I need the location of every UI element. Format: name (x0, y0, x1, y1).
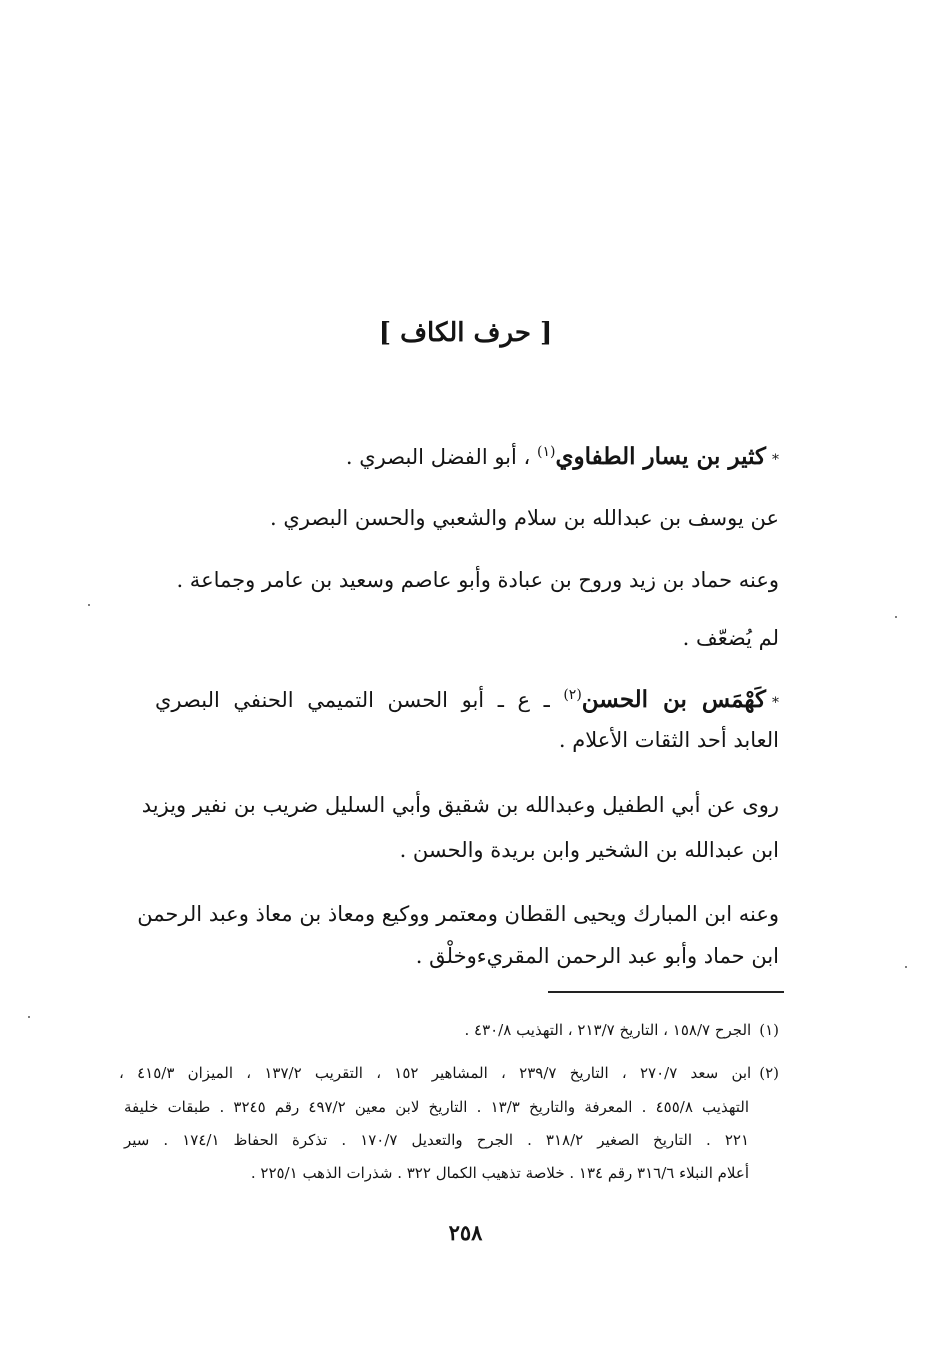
entry-2-line-1 (155, 686, 779, 713)
footnote-1 (149, 1021, 779, 1039)
page-number: ٢٥٨ (448, 1220, 483, 1245)
footnote-1-text: الجرح ١٥٨/٧ ، التاريخ ٢١٣/٧ ، التهذيب ٤٣٠/٨ . (464, 1021, 752, 1039)
entry-1-line-1 (119, 443, 779, 470)
entry-1-name: كثير بن يسار الطفاوي (555, 443, 766, 470)
scan-speck (895, 616, 897, 618)
entry-star-icon: * (772, 695, 779, 711)
entry-2-footnote-ref: (٢) (563, 687, 582, 703)
footnote-separator (548, 991, 784, 993)
footnote-1-number: (١) (759, 1021, 779, 1039)
scan-speck (88, 604, 90, 606)
footnote-2-line-3: ٢٢١ . التاريخ الصغير ٣١٨/٢ . الجرح والتعديل ١٧٠/٧ . تذكرة الحفاظ ١٧٤/١ . سير (124, 1131, 750, 1149)
entry-2-line-2: العابد أحد الثقات الأعلام . (558, 728, 779, 752)
entry-1-kunya: ، أبو الفضل البصري . (345, 445, 531, 469)
footnote-2-line-2: التهذيب ٤٥٥/٨ . المعرفة والتاريخ ١٣/٣ . التاريخ لابن معين ٤٩٧/٢ رقم ٣٢٤٥ . طبقات خليفة (124, 1098, 749, 1116)
section-heading: [ حرف الكاف ] (378, 318, 553, 348)
footnote-2-line-1 (119, 1064, 779, 1082)
entry-1-line-4: لم يُضعّف . (682, 626, 779, 650)
footnote-2-number: (٢) (759, 1064, 779, 1082)
entry-1-footnote-ref: (١) (537, 444, 556, 460)
entry-2-line-6: ابن حماد وأبو عبد الرحمن المقريءوخلْق . (415, 944, 779, 968)
entry-1-line-3: وعنه حماد بن زيد وروح بن عبادة وأبو عاصم وسعيد بن عامر وجماعة . (176, 568, 779, 592)
entry-2-line-5: وعنه ابن المبارك ويحيى القطان ومعتمر ووكيع ومعاذ بن معاذ وعبد الرحمن (137, 902, 779, 926)
entry-2-kunya: ـ ع ـ أبو الحسن التميمي الحنفي البصري (155, 688, 550, 712)
scan-speck (905, 966, 907, 968)
footnote-2-line-4: أعلام النبلاء ٣١٦/٦ رقم ١٣٤ . خلاصة تذهيب الكمال ٣٢٢ . شذرات الذهب ٢٢٥/١ . (250, 1164, 749, 1182)
entry-1-line-2: عن يوسف بن عبدالله بن سلام والشعبي والحسن البصري . (270, 506, 779, 530)
entry-star-icon: * (772, 452, 779, 468)
entry-2-line-4: ابن عبدالله بن الشخير وابن بريدة والحسن . (399, 838, 779, 862)
entry-2-name: كَهْمَس بن الحسن (581, 686, 766, 713)
footnote-2-line-1-text: ابن سعد ٢٧٠/٧ ، التاريخ ٢٣٩/٧ ، المشاهير ١٥٢ ، التقريب ١٣٧/٢ ، الميزان ٤١٥/٣ ، (119, 1064, 752, 1082)
entry-2-line-3: روى عن أبي الطفيل وعبدالله بن شقيق وأبي السليل ضريب بن نفير ويزيد (141, 793, 779, 817)
scan-speck (28, 1016, 30, 1018)
